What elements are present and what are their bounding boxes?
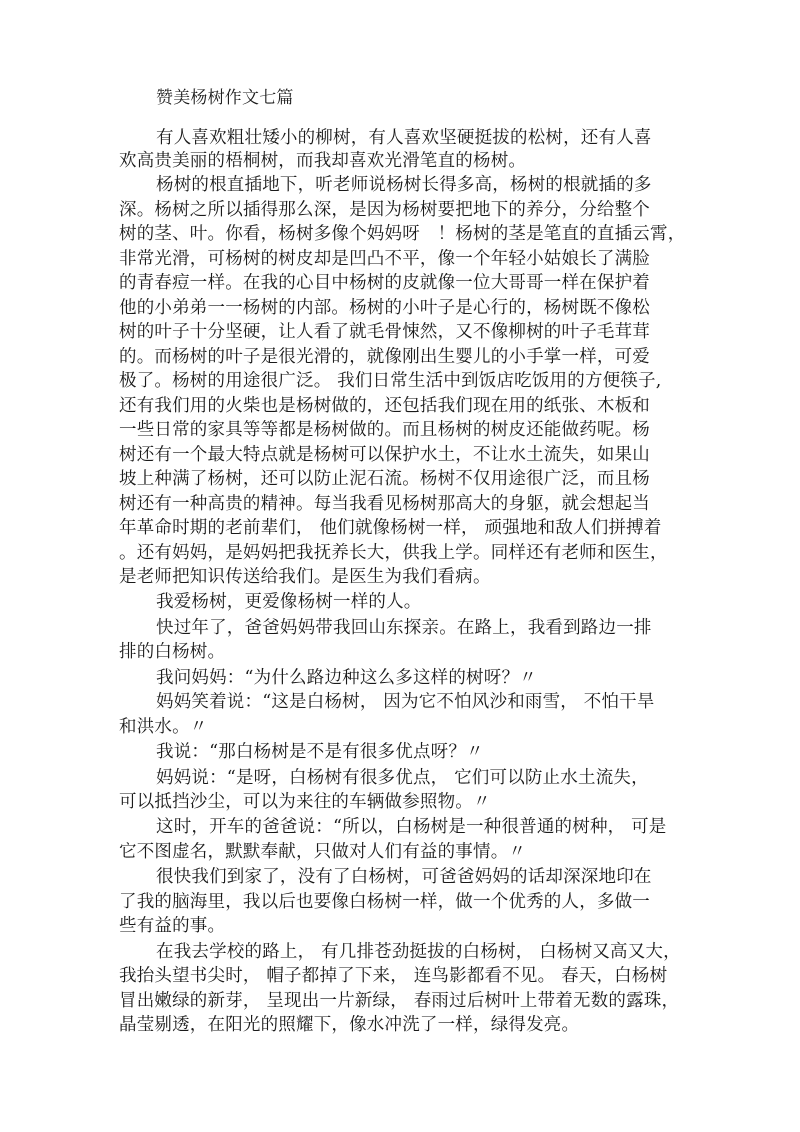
text-line: 快过年了，爸爸妈妈带我回山东探亲。在路上，我看到路边一排 [156,618,652,638]
text-line: 树还有一种高贵的精神。每当我看见杨树那高大的身躯，就会想起当 [119,494,650,514]
text-line: 是老师把知识传送给我们。是医生为我们看病。 [119,567,491,587]
text-line: 冒出嫩绿的新芽， 呈现出一片新绿， 春雨过后树叶上带着无数的露珠， [119,991,680,1011]
text-line: 他的小弟弟一一杨树的内部。杨树的小叶子是心行的，杨树既不像松 [119,298,650,318]
text-line: 极了。杨树的用途很广泛。 我们日常生活中到饭店吃饭用的方便筷子, [119,371,662,391]
text-line: 些有益的事。 [119,916,226,936]
text-line: 我说：“那白杨树是不是有很多优点呀？〃 [156,742,484,762]
text-line: 妈妈说：“是呀，白杨树有很多优点， 它们可以防止水土流失， [156,768,649,788]
text-line: 我问妈妈：“为什么路边种这么多这样的树呀？〃 [156,668,537,688]
text-line: 这时，开车的爸爸说：“所以，白杨树是一种很普通的树种， 可是 [156,817,667,837]
text-line: 树还有一个最大特点就是杨树可以保护水土，不让水土流失，如果山 [119,445,650,465]
text-line: 我抬头望书尖时， 帽子都掉了下来， 连鸟影都看不见。 春天，白杨树 [119,966,668,986]
text-line: 杨树的根直插地下，听老师说杨树长得多高，杨树的根就插的多 [156,175,652,195]
text-line: 了我的脑海里，我以后也要像白杨树一样，做一个优秀的人，多做一 [119,892,650,912]
document-title: 赞美杨树作文七篇 [156,88,294,108]
text-line: 坡上种满了杨树，还可以防止泥石流。杨树不仅用途很广泛，而且杨 [119,469,650,489]
text-line: 可以抵挡沙尘，可以为来往的车辆做参照物。〃 [119,792,491,812]
text-line: 树的叶子十分坚硬，让人看了就毛骨悚然，又不像柳树的叶子毛茸茸 [119,322,650,342]
text-line: 一些日常的家具等等都是杨树做的。而且杨树的树皮还能做药呢。杨 [119,420,650,440]
text-line: 树的茎、叶。你看，杨树多像个妈妈呀 ！杨树的茎是笔直的直插云霄， [119,224,686,244]
text-line: 欢高贵美丽的梧桐树，而我却喜欢光滑笔直的杨树。 [119,151,527,171]
text-line: 妈妈笑着说：“这是白杨树， 因为它不怕风沙和雨雪， 不怕干旱 [156,692,655,712]
text-line: 。还有妈妈，是妈妈把我抚养长大，供我上学。同样还有老师和医生， [119,543,668,563]
text-line: 的。而杨树的叶子是很光滑的，就像刚出生婴儿的小手掌一样，可爱 [119,347,650,367]
text-line: 年革命时期的老前辈们， 他们就像杨树一样， 顽强地和敌人们拼搏着 [119,518,662,538]
text-line: 的青春痘一样。在我的心目中杨树的皮就像一位大哥哥一样在保护着 [119,273,650,293]
text-line: 在我去学校的路上， 有几排苍劲挺拔的白杨树， 白杨树又高又大， [156,942,681,962]
text-line: 有人喜欢粗壮矮小的柳树，有人喜欢坚硬挺拔的松树，还有人喜 [156,128,652,148]
text-line: 我爱杨树，更爱像杨树一样的人。 [156,592,422,612]
text-line: 它不图虚名，默默奉献，只做对人们有益的事情。〃 [119,842,527,862]
text-line: 晶莹剔透，在阳光的照耀下，像水冲洗了一样，绿得发亮。 [119,1015,580,1035]
text-line: 排的白杨树。 [119,642,226,662]
text-line: 和洪水。〃 [119,717,208,737]
text-line: 还有我们用的火柴也是杨树做的，还包括我们现在用的纸张、木板和 [119,396,650,416]
text-line: 非常光滑，可杨树的树皮却是凹凸不平，像一个年轻小姑娘长了满脸 [119,249,650,269]
text-line: 很快我们到家了，没有了白杨树，可爸爸妈妈的话却深深地印在 [156,867,652,887]
text-line: 深。杨树之所以插得那么深，是因为杨树要把地下的养分，分给整个 [119,200,650,220]
